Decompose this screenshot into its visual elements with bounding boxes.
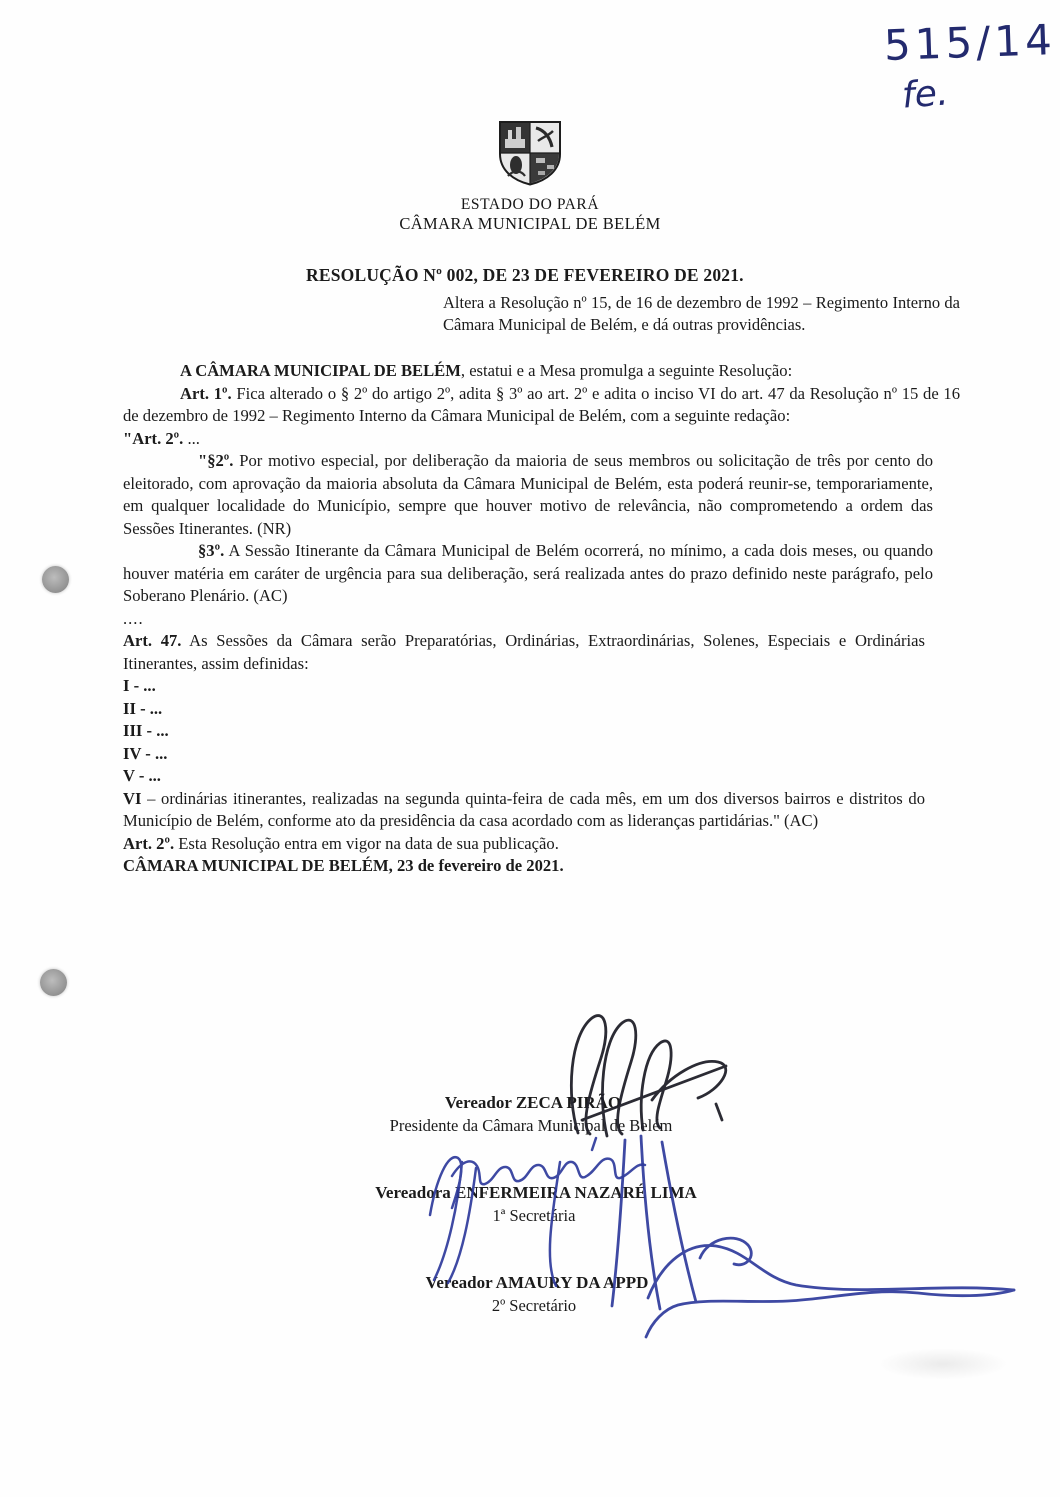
inciso-6 bbox=[123, 788, 925, 833]
inciso-4: IV - ... bbox=[123, 743, 168, 763]
article-2-final-label: Art. 2º. bbox=[123, 833, 175, 853]
hole-punch-bottom bbox=[40, 969, 67, 996]
letterhead-state: ESTADO DO PARÁ bbox=[460, 196, 600, 213]
letterhead-chamber: CÂMARA MUNICIPAL DE BELÉM bbox=[399, 214, 661, 234]
coat-of-arms-icon bbox=[492, 120, 568, 186]
handwritten-protocol-number: 515/14 bbox=[883, 15, 1057, 70]
article-1-label: Art. 1º. bbox=[180, 383, 232, 403]
paragraph-3 bbox=[123, 540, 933, 608]
ellipsis-line: .... bbox=[123, 608, 144, 628]
article-2-quote-label: "Art. 2º. bbox=[123, 428, 184, 448]
article-2-final-text: Esta Resolução entra em vigor na data de sua publicação. bbox=[174, 833, 559, 853]
preamble-rest: , estatui e a Mesa promulga a seguinte Resolução: bbox=[460, 361, 793, 380]
signature-role-amaury: 2º Secretário bbox=[491, 1296, 577, 1315]
inciso-5: V - ... bbox=[123, 766, 161, 785]
article-1-text: Fica alterado o § 2º do artigo 2º, adita § 3º ao art. 2º e adita o inciso VI do art. 47 da Resolução nº 15 de 16 de dezembro de 1992 – Regimento Interno da Câmara Municipal de Belém, com a seguinte redação: bbox=[123, 383, 960, 425]
scan-smudge bbox=[878, 1348, 1008, 1380]
inciso-3: III - ... bbox=[123, 721, 169, 740]
signature-role-zeca-pirao: Presidente da Câmara Municipal de Belém bbox=[389, 1116, 673, 1135]
article-2-quote-text: ... bbox=[183, 428, 200, 448]
preamble-bold: A CÂMARA MUNICIPAL DE BELÉM bbox=[180, 361, 461, 380]
inciso-2: II - ... bbox=[123, 698, 163, 718]
epigraph: Altera a Resolução nº 15, de 16 de dezembro de 1992 – Regimento Interno da Câmara Municipal de Belém, e dá outras providências. bbox=[443, 293, 960, 334]
resolution-title: RESOLUÇÃO Nº 002, DE 23 DE FEVEREIRO DE 2021. bbox=[306, 265, 744, 285]
hole-punch-top bbox=[42, 566, 69, 593]
article-47-text: As Sessões da Câmara serão Preparatórias, Ordinárias, Extraordinárias, Solenes, Especiais e Ordinárias Itinerantes, assim definidas: bbox=[123, 631, 925, 673]
inciso-1: I - ... bbox=[123, 676, 156, 695]
signature-name-zeca-pirao: Vereador ZECA PIRÃO bbox=[444, 1093, 622, 1112]
article-47 bbox=[123, 630, 925, 675]
paragraph-3-text: A Sessão Itinerante da Câmara Municipal de Belém ocorrerá, no mínimo, a cada dois meses, ou quando houver matéria em caráter de urgência para sua deliberação, será realizada antes do prazo definido neste parágrafo, pelo Soberano Plenário. (AC) bbox=[123, 541, 933, 605]
paragraph-2-text: Por motivo especial, por deliberação da maioria de seus membros ou solicitação de três por cento do eleitorado, com aprovação da maioria absoluta da Câmara Municipal de Belém, esta poderá reunir-se, temporariamente, em qualquer localidade do Município, sempre que houver motivo de relevância, não comprometendo a ordem das Sessões Itinerantes. (NR) bbox=[123, 451, 933, 538]
dateline: CÂMARA MUNICIPAL DE BELÉM, 23 de fevereiro de 2021. bbox=[123, 856, 564, 875]
signature-name-nazare-lima: Vereadora ENFERMEIRA NAZARÉ LIMA bbox=[375, 1183, 697, 1202]
article-47-label: Art. 47. bbox=[123, 631, 182, 650]
signature-name-amaury: Vereador AMAURY DA APPD bbox=[425, 1273, 649, 1292]
paragraph-3-label: §3º. bbox=[198, 541, 225, 560]
resolution-body bbox=[123, 360, 960, 878]
inciso-6-text: – ordinárias itinerantes, realizadas na segunda quinta-feira de cada mês, em um dos diversos bairros e distritos do Município de Belém, conforme ato da presidência da casa acordado com as lideranças partidárias." (AC) bbox=[123, 788, 925, 830]
article-2-quote bbox=[123, 428, 960, 451]
paragraph-2-label: "§2º. bbox=[198, 451, 234, 470]
inciso-6-label: VI bbox=[123, 788, 142, 808]
handwritten-initials: fe. bbox=[900, 72, 950, 117]
paragraph-2 bbox=[123, 450, 933, 540]
signature-role-nazare-lima: 1ª Secretária bbox=[492, 1206, 576, 1225]
signature-scribble-amaury bbox=[612, 1136, 1014, 1337]
preamble bbox=[123, 360, 960, 383]
article-1 bbox=[123, 383, 960, 428]
article-2-final bbox=[123, 833, 960, 856]
